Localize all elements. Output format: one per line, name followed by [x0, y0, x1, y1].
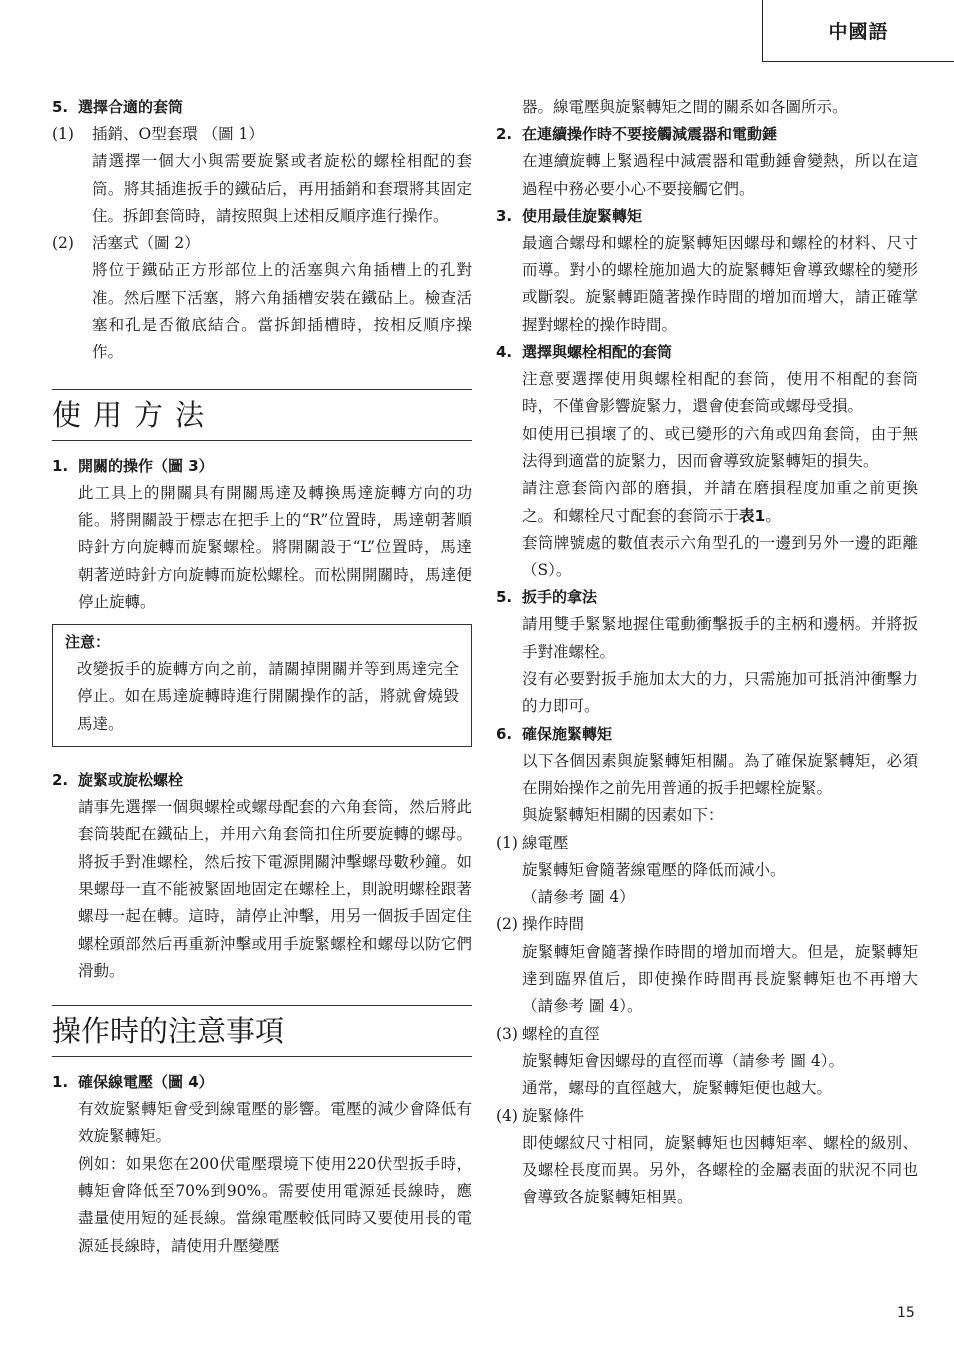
- sub-item: (2) 活塞式（圖 2）: [52, 234, 200, 253]
- paragraph: 以下各個因素與旋緊轉矩相關。為了確保旋緊轉矩，必須在開始操作之前先用普通的扳手把螺栓旋緊。: [522, 751, 918, 797]
- section-heading: 1. 開關的操作（圖 3）: [52, 456, 214, 475]
- note-title: 注意：: [65, 633, 111, 652]
- section-title: 使用方法: [52, 389, 472, 441]
- paragraph: 旋緊轉矩會隨著操作時間的增加而增大。但是，旋緊轉矩達到臨界值后，即使操作時間再長旋緊轉矩也不再增大（請參考 圖 4）。: [522, 942, 918, 1016]
- paragraph: 旋緊轉矩會因螺母的直徑而導（請參考 圖 4）。: [522, 1051, 844, 1070]
- section-heading: 1. 確保線電壓（圖 4）: [52, 1073, 214, 1092]
- paragraph: （請參考 圖 4）: [522, 888, 635, 907]
- paragraph: 有效旋緊轉矩會受到線電壓的影響。電壓的減少會降低有效旋緊轉矩。: [78, 1100, 472, 1146]
- sub-item: (4) 旋緊條件: [496, 1106, 585, 1125]
- section-heading: 4. 選擇與螺栓相配的套筒: [496, 343, 673, 362]
- paragraph: 例如：如果您在200伏電壓環境下使用220伏型扳手時，轉矩會降低至70%到90%。需要使用電源延長線時，應盡量使用短的延長線。當線電壓較低同時又要使用長的電源延長線時，請使用升壓變壓: [78, 1154, 472, 1255]
- section-heading: 6. 確保施緊轉矩: [496, 724, 613, 743]
- note-box: [52, 624, 472, 747]
- section-heading: 2. 旋緊或旋松螺栓: [52, 771, 184, 790]
- section-heading: 3. 使用最佳旋緊轉矩: [496, 206, 643, 225]
- paragraph: 此工具上的開關具有開關馬達及轉換馬達旋轉方向的功能。將開關設于標志在把手上的“R”位置時，馬達朝著順時針方向旋轉而旋緊螺栓。將開關設于“L”位置時，馬達朝著逆時針方向旋轉而旋松螺栓。而松開開關時，馬達便停止旋轉。: [78, 483, 472, 611]
- section-heading: 5. 扳手的拿法: [496, 588, 598, 607]
- left-column: [52, 94, 472, 1260]
- paragraph: 在連續旋轉上緊過程中減震器和電動錘會變熱，所以在這過程中務必要小心不要接觸它們。: [522, 152, 918, 198]
- section-heading: 5. 選擇合適的套筒: [52, 98, 184, 116]
- sub-item: (3) 螺栓的直徑: [496, 1024, 600, 1043]
- section-title: 操作時的注意事項: [52, 1005, 472, 1057]
- paragraph: 請注意套筒內部的磨損，并請在磨損程度加重之前更換之。和螺栓尺寸配套的套筒示于表1。: [522, 479, 918, 525]
- paragraph: 請用雙手緊緊地握住電動衝擊扳手的主柄和邊柄。并將扳手對准螺栓。: [522, 615, 918, 661]
- right-column: [496, 94, 918, 1212]
- note-text: 改變扳手的旋轉方向之前，請關掉開關并等到馬達完全停止。如在馬達旋轉時進行開關操作的話，將就會燒毀馬達。: [77, 660, 459, 733]
- section-heading: 2. 在連續操作時不要接觸減震器和電動錘: [496, 125, 778, 144]
- paragraph: 與旋緊轉矩相關的因素如下：: [522, 806, 724, 825]
- paragraph: 通常，螺母的直徑越大，旋緊轉矩便也越大。: [522, 1079, 833, 1098]
- paragraph: 器。線電壓與旋緊轉矩之間的關系如各圖所示。: [522, 98, 848, 116]
- paragraph: 最適合螺母和螺栓的旋緊轉矩因螺母和螺栓的材料、尺寸而導。對小的螺栓施加過大的旋緊轉矩會導致螺栓的變形或斷裂。旋緊轉距隨著操作時間的增加而增大，請正確掌握對螺栓的操作時間。: [522, 233, 918, 334]
- page-number: 15: [897, 1305, 915, 1321]
- paragraph: 將位于鐵砧正方形部位上的活塞與六角插槽上的孔對准。然后壓下活塞，將六角插槽安裝在鐵砧上。檢查活塞和孔是否徹底結合。當拆卸插槽時，按相反順序操作。: [92, 261, 472, 362]
- paragraph: 請事先選擇一個與螺栓或螺母配套的六角套筒，然后將此套筒裝配在鐵砧上，并用六角套筒扣住所要旋轉的螺母。將扳手對准螺栓，然后按下電源開關沖擊螺母數秒鐘。如果螺母一直不能被緊固地固定在螺栓上，則說明螺栓跟著螺母一起在轉。這時，請停止沖擊，用另一個扳手固定住螺栓頭部然后再重新沖擊或用手旋緊螺栓和螺母以防它們滑動。: [78, 798, 472, 980]
- paragraph: 注意要選擇使用與螺栓相配的套筒，使用不相配的套筒時，不僅會影響旋緊力，還會使套筒或螺母受損。: [522, 370, 918, 416]
- paragraph: 請選擇一個大小與需要旋緊或者旋松的螺栓相配的套筒。將其插進扳手的鐵砧后，再用插銷和套環將其固定住。拆卸套筒時，請按照與上述相反順序進行操作。: [92, 152, 472, 225]
- language-tab: 中國語: [762, 0, 954, 62]
- paragraph: 如使用已損壞了的、或已變形的六角或四角套筒，由于無法得到適當的旋緊力，因而會導致旋緊轉矩的損失。: [522, 424, 918, 470]
- sub-item: (2) 操作時間: [496, 915, 585, 934]
- paragraph: 套筒牌號處的數值表示六角型孔的一邊到另外一邊的距離（S）。: [522, 533, 918, 580]
- sub-item: (1) 線電壓: [496, 833, 569, 852]
- paragraph: 沒有必要對扳手施加太大的力，只需施加可抵消沖衝擊力的力即可。: [522, 670, 918, 716]
- paragraph: 旋緊轉矩會隨著線電壓的降低而減小。: [522, 860, 786, 879]
- table-reference: 表1: [739, 506, 766, 525]
- paragraph: 即使螺紋尺寸相同，旋緊轉矩也因轉矩率、螺栓的級別、及螺栓長度而異。另外，各螺栓的金屬表面的狀況不同也會導致各旋緊轉矩相異。: [522, 1133, 918, 1207]
- sub-item: (1) 插銷、O型套環 （圖 1）: [52, 125, 264, 143]
